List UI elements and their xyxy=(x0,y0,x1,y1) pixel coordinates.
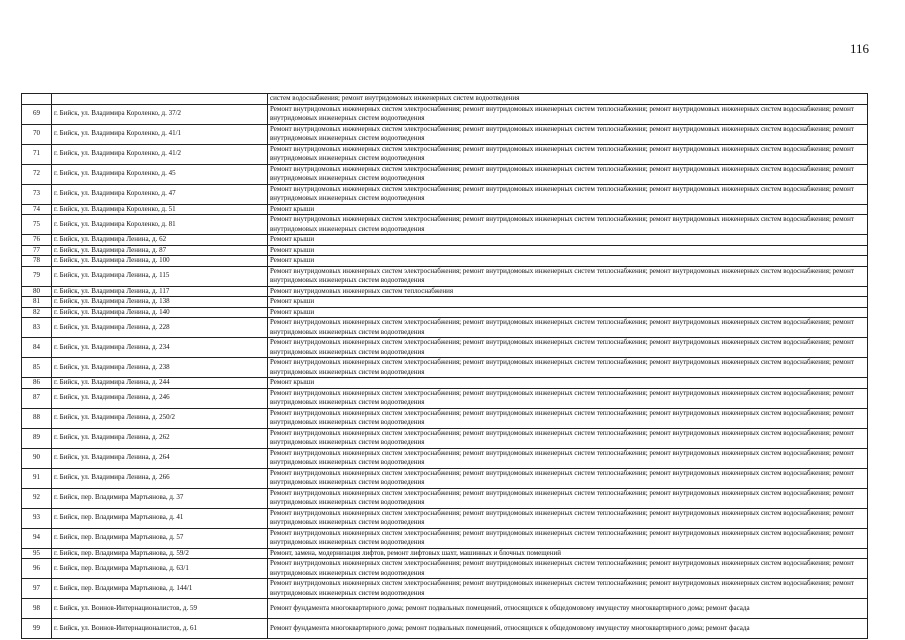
table-row xyxy=(22,488,868,508)
row-address: г. Бийск, ул. Владимира Ленина, д. 238 xyxy=(52,358,268,378)
row-works: Ремонт фундамента многоквартирного дома; ремонт подвальных помещений, относящихся к общедомовому имуществу многоквартирного дома; ремонт фасада xyxy=(268,599,868,619)
table-row xyxy=(22,286,868,297)
row-works: Ремонт внутридомовых инженерных систем электроснабжения; ремонт внутридомовых инженерных систем теплоснабжения; ремонт внутридомовых инженерных систем водоснабжения; ремонт внутридомовых инженерных систем водоотведения xyxy=(268,528,868,548)
table-row xyxy=(22,388,868,408)
row-number: 75 xyxy=(22,215,52,235)
row-number: 97 xyxy=(22,579,52,599)
table-row xyxy=(22,338,868,358)
row-works: Ремонт внутридомовых инженерных систем электроснабжения; ремонт внутридомовых инженерных систем теплоснабжения; ремонт внутридомовых инженерных систем водоснабжения; ремонт внутридомовых инженерных систем водоотведения xyxy=(268,428,868,448)
row-number: 71 xyxy=(22,144,52,164)
row-address: г. Бийск, ул. Владимира Короленко, д. 81 xyxy=(52,215,268,235)
page-number: 116 xyxy=(849,41,869,56)
row-address: г. Бийск, ул. Владимира Ленина, д. 250/2 xyxy=(52,408,268,428)
row-address: г. Бийск, ул. Владимира Ленина, д. 228 xyxy=(52,318,268,338)
row-number: 98 xyxy=(22,599,52,619)
row-number: 96 xyxy=(22,559,52,579)
row-number: 81 xyxy=(22,297,52,308)
row-address: г. Бийск, ул. Владимира Короленко, д. 37/2 xyxy=(52,104,268,124)
table-row xyxy=(22,468,868,488)
row-number: 84 xyxy=(22,338,52,358)
row-works: Ремонт крыши xyxy=(268,245,868,256)
row-number: 89 xyxy=(22,428,52,448)
table-body xyxy=(22,94,868,639)
row-address: г. Бийск, ул. Владимира Ленина, д. 117 xyxy=(52,286,268,297)
table-row xyxy=(22,245,868,256)
row-address: г. Бийск, пер. Владимира Мартьянова, д. 57 xyxy=(52,528,268,548)
row-works: Ремонт внутридомовых инженерных систем электроснабжения; ремонт внутридомовых инженерных систем теплоснабжения; ремонт внутридомовых инженерных систем водоснабжения; ремонт внутридомовых инженерных систем водоотведения xyxy=(268,338,868,358)
row-number: 74 xyxy=(22,204,52,215)
row-works: Ремонт внутридомовых инженерных систем электроснабжения; ремонт внутридомовых инженерных систем теплоснабжения; ремонт внутридомовых инженерных систем водоснабжения; ремонт внутридомовых инженерных систем водоотведения xyxy=(268,215,868,235)
row-number: 85 xyxy=(22,358,52,378)
row-number: 72 xyxy=(22,164,52,184)
row-number: 78 xyxy=(22,256,52,267)
table-row xyxy=(22,548,868,559)
row-number: 95 xyxy=(22,548,52,559)
table-row xyxy=(22,215,868,235)
row-works: Ремонт внутридомовых инженерных систем электроснабжения; ремонт внутридомовых инженерных систем теплоснабжения; ремонт внутридомовых инженерных систем водоснабжения; ремонт внутридомовых инженерных систем водоотведения xyxy=(268,559,868,579)
table-row xyxy=(22,164,868,184)
row-address: г. Бийск, ул. Владимира Ленина, д. 138 xyxy=(52,297,268,308)
row-address: г. Бийск, пер. Владимира Мартьянова, д. 41 xyxy=(52,508,268,528)
table-row xyxy=(22,378,868,389)
row-address: г. Бийск, ул. Владимира Короленко, д. 47 xyxy=(52,184,268,204)
row-address: г. Бийск, ул. Владимира Ленина, д. 100 xyxy=(52,256,268,267)
row-works: Ремонт крыши xyxy=(268,297,868,308)
row-address: г. Бийск, ул. Владимира Ленина, д. 140 xyxy=(52,307,268,318)
row-address: г. Бийск, ул. Владимира Короленко, д. 41/1 xyxy=(52,124,268,144)
table-row xyxy=(22,256,868,267)
row-number xyxy=(22,94,52,105)
row-works: Ремонт крыши xyxy=(268,307,868,318)
table-row xyxy=(22,559,868,579)
row-number: 70 xyxy=(22,124,52,144)
row-number: 69 xyxy=(22,104,52,124)
row-works: Ремонт внутридомовых инженерных систем электроснабжения; ремонт внутридомовых инженерных систем теплоснабжения; ремонт внутридомовых инженерных систем водоснабжения; ремонт внутридомовых инженерных систем водоотведения xyxy=(268,508,868,528)
row-number: 82 xyxy=(22,307,52,318)
row-works: Ремонт внутридомовых инженерных систем электроснабжения; ремонт внутридомовых инженерных систем теплоснабжения; ремонт внутридомовых инженерных систем водоснабжения; ремонт внутридомовых инженерных систем водоотведения xyxy=(268,358,868,378)
repair-works-table xyxy=(21,93,868,639)
table-row xyxy=(22,235,868,246)
row-number: 86 xyxy=(22,378,52,389)
table-row xyxy=(22,358,868,378)
row-works: Ремонт фундамента многоквартирного дома; ремонт подвальных помещений, относящихся к общедомовому имуществу многоквартирного дома; ремонт фасада xyxy=(268,619,868,639)
row-address: г. Бийск, ул. Владимира Ленина, д. 115 xyxy=(52,266,268,286)
row-address: г. Бийск, пер. Владимира Мартьянова, д. 37 xyxy=(52,488,268,508)
row-address: г. Бийск, ул. Воинов-Интернационалистов, д. 61 xyxy=(52,619,268,639)
row-address: г. Бийск, ул. Владимира Короленко, д. 41/2 xyxy=(52,144,268,164)
row-works: Ремонт внутридомовых инженерных систем электроснабжения; ремонт внутридомовых инженерных систем теплоснабжения; ремонт внутридомовых инженерных систем водоснабжения; ремонт внутридомовых инженерных систем водоотведения xyxy=(268,488,868,508)
row-works: Ремонт крыши xyxy=(268,256,868,267)
row-number: 92 xyxy=(22,488,52,508)
row-number: 90 xyxy=(22,448,52,468)
table-row xyxy=(22,599,868,619)
row-works: Ремонт внутридомовых инженерных систем электроснабжения; ремонт внутридомовых инженерных систем теплоснабжения; ремонт внутридомовых инженерных систем водоснабжения; ремонт внутридомовых инженерных систем водоотведения xyxy=(268,318,868,338)
table-row xyxy=(22,448,868,468)
row-address: г. Бийск, ул. Владимира Короленко, д. 51 xyxy=(52,204,268,215)
table-row xyxy=(22,266,868,286)
row-address xyxy=(52,94,268,105)
row-works: Ремонт внутридомовых инженерных систем электроснабжения; ремонт внутридомовых инженерных систем теплоснабжения; ремонт внутридомовых инженерных систем водоснабжения; ремонт внутридомовых инженерных систем водоотведения xyxy=(268,104,868,124)
row-number: 87 xyxy=(22,388,52,408)
row-works: Ремонт внутридомовых инженерных систем электроснабжения; ремонт внутридомовых инженерных систем теплоснабжения; ремонт внутридомовых инженерных систем водоснабжения; ремонт внутридомовых инженерных систем водоотведения xyxy=(268,266,868,286)
row-works: Ремонт внутридомовых инженерных систем электроснабжения; ремонт внутридомовых инженерных систем теплоснабжения; ремонт внутридомовых инженерных систем водоснабжения; ремонт внутридомовых инженерных систем водоотведения xyxy=(268,468,868,488)
row-works: систем водоснабжения; ремонт внутридомовых инженерных систем водоотведения xyxy=(268,94,868,105)
table-row xyxy=(22,204,868,215)
row-number: 73 xyxy=(22,184,52,204)
row-address: г. Бийск, ул. Владимира Ленина, д. 244 xyxy=(52,378,268,389)
row-address: г. Бийск, пер. Владимира Мартьянова, д. 63/1 xyxy=(52,559,268,579)
table-row xyxy=(22,428,868,448)
row-number: 80 xyxy=(22,286,52,297)
row-works: Ремонт внутридомовых инженерных систем электроснабжения; ремонт внутридомовых инженерных систем теплоснабжения; ремонт внутридомовых инженерных систем водоснабжения; ремонт внутридомовых инженерных систем водоотведения xyxy=(268,579,868,599)
table-row xyxy=(22,184,868,204)
row-number: 83 xyxy=(22,318,52,338)
row-works: Ремонт внутридомовых инженерных систем электроснабжения; ремонт внутридомовых инженерных систем теплоснабжения; ремонт внутридомовых инженерных систем водоснабжения; ремонт внутридомовых инженерных систем водоотведения xyxy=(268,164,868,184)
row-address: г. Бийск, пер. Владимира Мартьянова, д. 144/1 xyxy=(52,579,268,599)
row-address: г. Бийск, ул. Воинов-Интернационалистов, д. 59 xyxy=(52,599,268,619)
row-address: г. Бийск, ул. Владимира Ленина, д. 62 xyxy=(52,235,268,246)
row-number: 93 xyxy=(22,508,52,528)
row-address: г. Бийск, ул. Владимира Ленина, д. 266 xyxy=(52,468,268,488)
row-number: 94 xyxy=(22,528,52,548)
row-address: г. Бийск, ул. Владимира Ленина, д. 262 xyxy=(52,428,268,448)
row-works: Ремонт, замена, модернизация лифтов, ремонт лифтовых шахт, машинных и блочных помещений xyxy=(268,548,868,559)
table-row xyxy=(22,307,868,318)
row-works: Ремонт внутридомовых инженерных систем электроснабжения; ремонт внутридомовых инженерных систем теплоснабжения; ремонт внутридомовых инженерных систем водоснабжения; ремонт внутридомовых инженерных систем водоотведения xyxy=(268,408,868,428)
row-number: 88 xyxy=(22,408,52,428)
table-row xyxy=(22,124,868,144)
row-works: Ремонт внутридомовых инженерных систем теплоснабжения xyxy=(268,286,868,297)
row-works: Ремонт внутридомовых инженерных систем электроснабжения; ремонт внутридомовых инженерных систем теплоснабжения; ремонт внутридомовых инженерных систем водоснабжения; ремонт внутридомовых инженерных систем водоотведения xyxy=(268,448,868,468)
table-row xyxy=(22,94,868,105)
row-address: г. Бийск, ул. Владимира Ленина, д. 246 xyxy=(52,388,268,408)
table-row xyxy=(22,528,868,548)
table-row xyxy=(22,408,868,428)
row-works: Ремонт крыши xyxy=(268,378,868,389)
row-address: г. Бийск, пер. Владимира Мартьянова, д. 59/2 xyxy=(52,548,268,559)
row-number: 79 xyxy=(22,266,52,286)
row-address: г. Бийск, ул. Владимира Короленко, д. 45 xyxy=(52,164,268,184)
row-works: Ремонт внутридомовых инженерных систем электроснабжения; ремонт внутридомовых инженерных систем теплоснабжения; ремонт внутридомовых инженерных систем водоснабжения; ремонт внутридомовых инженерных систем водоотведения xyxy=(268,124,868,144)
row-address: г. Бийск, ул. Владимира Ленина, д. 264 xyxy=(52,448,268,468)
row-number: 77 xyxy=(22,245,52,256)
table-row xyxy=(22,508,868,528)
row-works: Ремонт крыши xyxy=(268,235,868,246)
table-row xyxy=(22,297,868,308)
table-row xyxy=(22,104,868,124)
row-number: 99 xyxy=(22,619,52,639)
row-address: г. Бийск, ул. Владимира Ленина, д. 87 xyxy=(52,245,268,256)
row-number: 91 xyxy=(22,468,52,488)
table-row xyxy=(22,579,868,599)
row-works: Ремонт внутридомовых инженерных систем электроснабжения; ремонт внутридомовых инженерных систем теплоснабжения; ремонт внутридомовых инженерных систем водоснабжения; ремонт внутридомовых инженерных систем водоотведения xyxy=(268,184,868,204)
row-works: Ремонт внутридомовых инженерных систем электроснабжения; ремонт внутридомовых инженерных систем теплоснабжения; ремонт внутридомовых инженерных систем водоснабжения; ремонт внутридомовых инженерных систем водоотведения xyxy=(268,144,868,164)
table-row xyxy=(22,619,868,639)
row-address: г. Бийск, ул. Владимира Ленина, д. 234 xyxy=(52,338,268,358)
table-row xyxy=(22,318,868,338)
row-number: 76 xyxy=(22,235,52,246)
table-row xyxy=(22,144,868,164)
row-works: Ремонт крыши xyxy=(268,204,868,215)
row-works: Ремонт внутридомовых инженерных систем электроснабжения; ремонт внутридомовых инженерных систем теплоснабжения; ремонт внутридомовых инженерных систем водоснабжения; ремонт внутридомовых инженерных систем водоотведения xyxy=(268,388,868,408)
